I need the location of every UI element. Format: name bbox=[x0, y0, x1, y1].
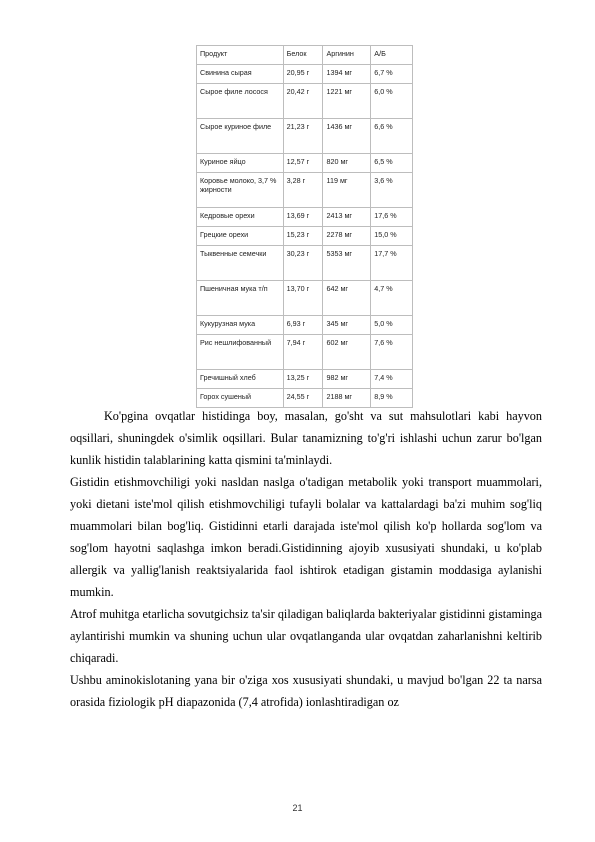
paragraph-ionization: Ushbu aminokislotaning yana bir o'ziga xos xususiyati shundaki, u mavjud bo'lgan 22 ta narsa orasida fiziologik pH diapazonida (7,4 atrofida) ionlashtiradigan oz bbox=[70, 673, 542, 709]
cell-protein: 21,23 г bbox=[283, 119, 323, 154]
cell-product: Сырое куриное филе bbox=[197, 119, 284, 154]
cell-protein: 13,70 г bbox=[283, 281, 323, 316]
cell-ratio: 5,0 % bbox=[371, 316, 413, 335]
table-row bbox=[197, 208, 413, 227]
cell-arginine: 820 мг bbox=[323, 154, 371, 173]
header-ratio: А/Б bbox=[371, 46, 413, 65]
table-row bbox=[197, 335, 413, 370]
cell-protein: 24,55 г bbox=[283, 389, 323, 408]
cell-arginine: 1221 мг bbox=[323, 84, 371, 119]
cell-ratio: 3,6 % bbox=[371, 173, 413, 208]
cell-ratio: 6,7 % bbox=[371, 65, 413, 84]
cell-protein: 30,23 г bbox=[283, 246, 323, 281]
paragraph-histidine-sources: Ko'pgina ovqatlar histidinga boy, masalan, go'sht va sut mahsulotlari kabi hayvon oqsillari, shuningdek o'simlik oqsillari. Bular tanamizning to'g'ri ishlashi uchun zarur bo'lgan kunlik histidin talablarining katta qismini ta'minlaydi. bbox=[70, 409, 542, 467]
cell-ratio: 6,0 % bbox=[371, 84, 413, 119]
cell-protein: 20,42 г bbox=[283, 84, 323, 119]
table-row bbox=[197, 119, 413, 154]
cell-product: Коровье молоко, 3,7 % жирности bbox=[197, 173, 284, 208]
nutrition-table-image bbox=[196, 45, 413, 401]
table-row bbox=[197, 84, 413, 119]
table-row bbox=[197, 65, 413, 84]
body-text bbox=[70, 405, 542, 713]
cell-product: Куриное яйцо bbox=[197, 154, 284, 173]
paragraph-histidine-deficiency: Gistidin etishmovchiligi yoki nasldan naslga o'tadigan metabolik yoki transport muammolari, yoki dietani iste'mol qilish etishmovchiligi tufayli bolalar va kattalardagi ba'zi muhim sog'liq muammolari bilan bog'liq. Gistidinni etarli darajada iste'mol qilish ko'p hollarda sog'lom va sog'lom hayotni saqlashga imkon beradi.Gistidinning ajoyib xususiyati shundaki, u ko'plab allergik va yallig'lanish reaktsiyalarida faol ishtirok etadigan gistamin moddasiga aylanishi mumkin. bbox=[70, 475, 542, 599]
page-number: 21 bbox=[292, 803, 303, 813]
cell-ratio: 17,6 % bbox=[371, 208, 413, 227]
cell-ratio: 7,6 % bbox=[371, 335, 413, 370]
table-row bbox=[197, 246, 413, 281]
paragraph-fish-histamine: Atrof muhitga etarlicha sovutgichsiz ta'sir qiladigan baliqlarda bakteriyalar gistidinni gistaminga aylantirishi mumkin va shuning uchun ular ovqatlanganda ular ovqatdan zaharlanishni keltirib chiqaradi. bbox=[70, 607, 542, 665]
cell-protein: 7,94 г bbox=[283, 335, 323, 370]
cell-arginine: 2188 мг bbox=[323, 389, 371, 408]
header-protein: Белок bbox=[283, 46, 323, 65]
cell-protein: 12,57 г bbox=[283, 154, 323, 173]
cell-ratio: 15,0 % bbox=[371, 227, 413, 246]
cell-product: Грецкие орехи bbox=[197, 227, 284, 246]
table-row bbox=[197, 281, 413, 316]
cell-product: Кукурузная мука bbox=[197, 316, 284, 335]
cell-ratio: 6,5 % bbox=[371, 154, 413, 173]
cell-protein: 3,28 г bbox=[283, 173, 323, 208]
header-arginine: Аргинин bbox=[323, 46, 371, 65]
cell-arginine: 982 мг bbox=[323, 370, 371, 389]
cell-arginine: 119 мг bbox=[323, 173, 371, 208]
cell-product: Рис нешлифованный bbox=[197, 335, 284, 370]
cell-product: Пшеничная мука т/п bbox=[197, 281, 284, 316]
table-row bbox=[197, 227, 413, 246]
table-row bbox=[197, 173, 413, 208]
cell-protein: 20,95 г bbox=[283, 65, 323, 84]
cell-arginine: 2278 мг bbox=[323, 227, 371, 246]
cell-arginine: 1436 мг bbox=[323, 119, 371, 154]
cell-ratio: 6,6 % bbox=[371, 119, 413, 154]
cell-arginine: 2413 мг bbox=[323, 208, 371, 227]
cell-ratio: 17,7 % bbox=[371, 246, 413, 281]
cell-protein: 15,23 г bbox=[283, 227, 323, 246]
cell-ratio: 7,4 % bbox=[371, 370, 413, 389]
cell-product: Свинина сырая bbox=[197, 65, 284, 84]
table-header-row bbox=[197, 46, 413, 65]
cell-protein: 13,25 г bbox=[283, 370, 323, 389]
table-row bbox=[197, 370, 413, 389]
cell-arginine: 5353 мг bbox=[323, 246, 371, 281]
cell-product: Тыквенные семечки bbox=[197, 246, 284, 281]
arginine-protein-table bbox=[196, 45, 413, 408]
cell-product: Горох сушеный bbox=[197, 389, 284, 408]
cell-product: Кедровые орехи bbox=[197, 208, 284, 227]
cell-ratio: 4,7 % bbox=[371, 281, 413, 316]
cell-protein: 6,93 г bbox=[283, 316, 323, 335]
cell-arginine: 345 мг bbox=[323, 316, 371, 335]
cell-product: Сырое филе лосося bbox=[197, 84, 284, 119]
table-row bbox=[197, 316, 413, 335]
table-row bbox=[197, 154, 413, 173]
cell-arginine: 602 мг bbox=[323, 335, 371, 370]
header-product: Продукт bbox=[197, 46, 284, 65]
cell-arginine: 642 мг bbox=[323, 281, 371, 316]
cell-product: Гречишный хлеб bbox=[197, 370, 284, 389]
cell-arginine: 1394 мг bbox=[323, 65, 371, 84]
cell-protein: 13,69 г bbox=[283, 208, 323, 227]
cell-ratio: 8,9 % bbox=[371, 389, 413, 408]
